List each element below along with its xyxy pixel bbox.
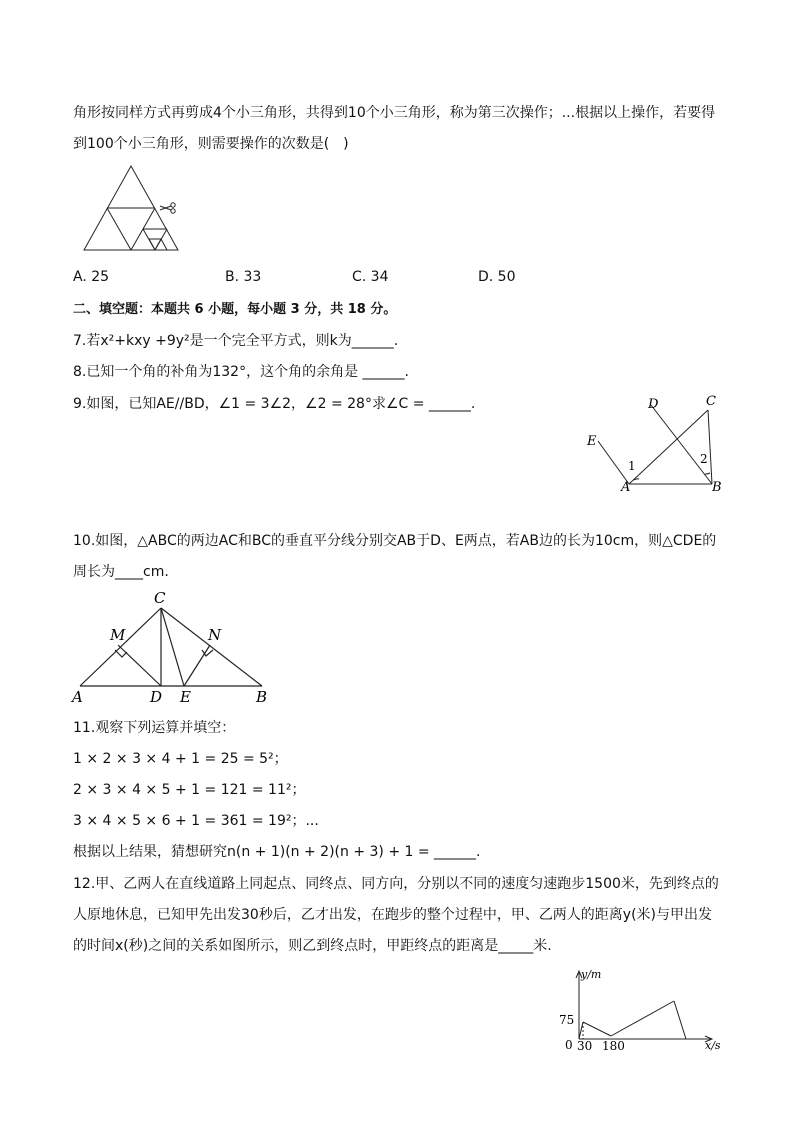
q10-label-n: N — [208, 626, 222, 644]
q12-x-tick-180: 180 — [602, 1039, 625, 1053]
q10-line2: 周长为____cm. — [73, 564, 169, 580]
q6-option-a: A. 25 — [73, 269, 110, 285]
q9-label-e: E — [587, 434, 597, 449]
q11-eq1: 1 × 2 × 3 × 4 + 1 = 25 = 5²； — [73, 751, 288, 767]
q11-eq2: 2 × 3 × 4 × 5 + 1 = 121 = 11²； — [73, 782, 306, 798]
q6-triangle-figure — [82, 164, 192, 254]
q7-text: 7.若x²+kxy +9y²是一个完全平方式，则k为______. — [73, 333, 399, 349]
q11-eq3: 3 × 4 × 5 × 6 + 1 = 361 = 19²；... — [73, 813, 319, 829]
q12-line3: 的时间x(秒)之间的关系如图所示，则乙到终点时，甲距终点的距离是_____米. — [73, 938, 552, 954]
q9-figure — [584, 393, 734, 493]
q12-origin: 0 — [565, 1038, 573, 1052]
q9-label-c: C — [706, 394, 716, 409]
q10-figure — [72, 590, 282, 705]
q11-title: 11.观察下列运算并填空： — [73, 720, 236, 736]
q10-line1: 10.如图，△ABC的两边AC和BC的垂直平分线分别交AB于D、E两点，若AB边的长为10cm，则△CDE的 — [73, 533, 717, 549]
q11-ask: 根据以上结果，猜想研究n(n + 1)(n + 2)(n + 3) + 1 = ______. — [73, 844, 481, 860]
q6-option-d: D. 50 — [478, 269, 516, 285]
q12-graph — [555, 963, 730, 1053]
q6-option-c: C. 34 — [352, 269, 389, 285]
q10-label-b: B — [256, 688, 268, 706]
q6-line2: 到100个小三角形，则需要操作的次数是( ) — [73, 136, 349, 152]
q9-angle-2: 2 — [700, 452, 708, 466]
q12-y-axis-label: y/m — [581, 968, 602, 981]
q12-y-tick-75: 75 — [559, 1013, 575, 1027]
section-2-heading: 二、填空题：本题共 6 小题，每小题 3 分，共 18 分。 — [73, 302, 397, 317]
q12-x-axis-label: x/s — [705, 1039, 721, 1052]
q6-option-b: B. 33 — [225, 269, 262, 285]
q12-line1: 12.甲、乙两人在直线道路上同起点、同终点、同方向，分别以不同的速度匀速跑步1500米，先到终点的 — [73, 876, 719, 892]
q12-line2: 人原地休息，已知甲先出发30秒后，乙才出发，在跑步的整个过程中，甲、乙两人的距离y(米)与甲出发 — [73, 907, 713, 923]
q9-angle-1: 1 — [628, 459, 636, 473]
q10-label-d: D — [150, 688, 163, 706]
q10-label-m: M — [110, 626, 126, 644]
q10-label-e: E — [180, 688, 191, 706]
scissors-icon — [160, 203, 175, 213]
q9-label-d: D — [648, 397, 659, 412]
q10-label-c: C — [154, 589, 166, 607]
q12-x-tick-30: 30 — [577, 1039, 593, 1053]
q8-text: 8.已知一个角的补角为132°，这个角的余角是 ______. — [73, 364, 409, 380]
q9-label-b: B — [712, 480, 722, 495]
q6-line1: 角形按同样方式再剪成4个小三角形，共得到10个小三角形，称为第三次操作；...根据以上操作，若要得 — [73, 105, 716, 121]
q9-label-a: A — [621, 480, 631, 495]
q9-text: 9.如图，已知AE//BD，∠1 = 3∠2，∠2 = 28°求∠C = ______. — [73, 396, 476, 412]
q10-label-a: A — [72, 688, 83, 706]
